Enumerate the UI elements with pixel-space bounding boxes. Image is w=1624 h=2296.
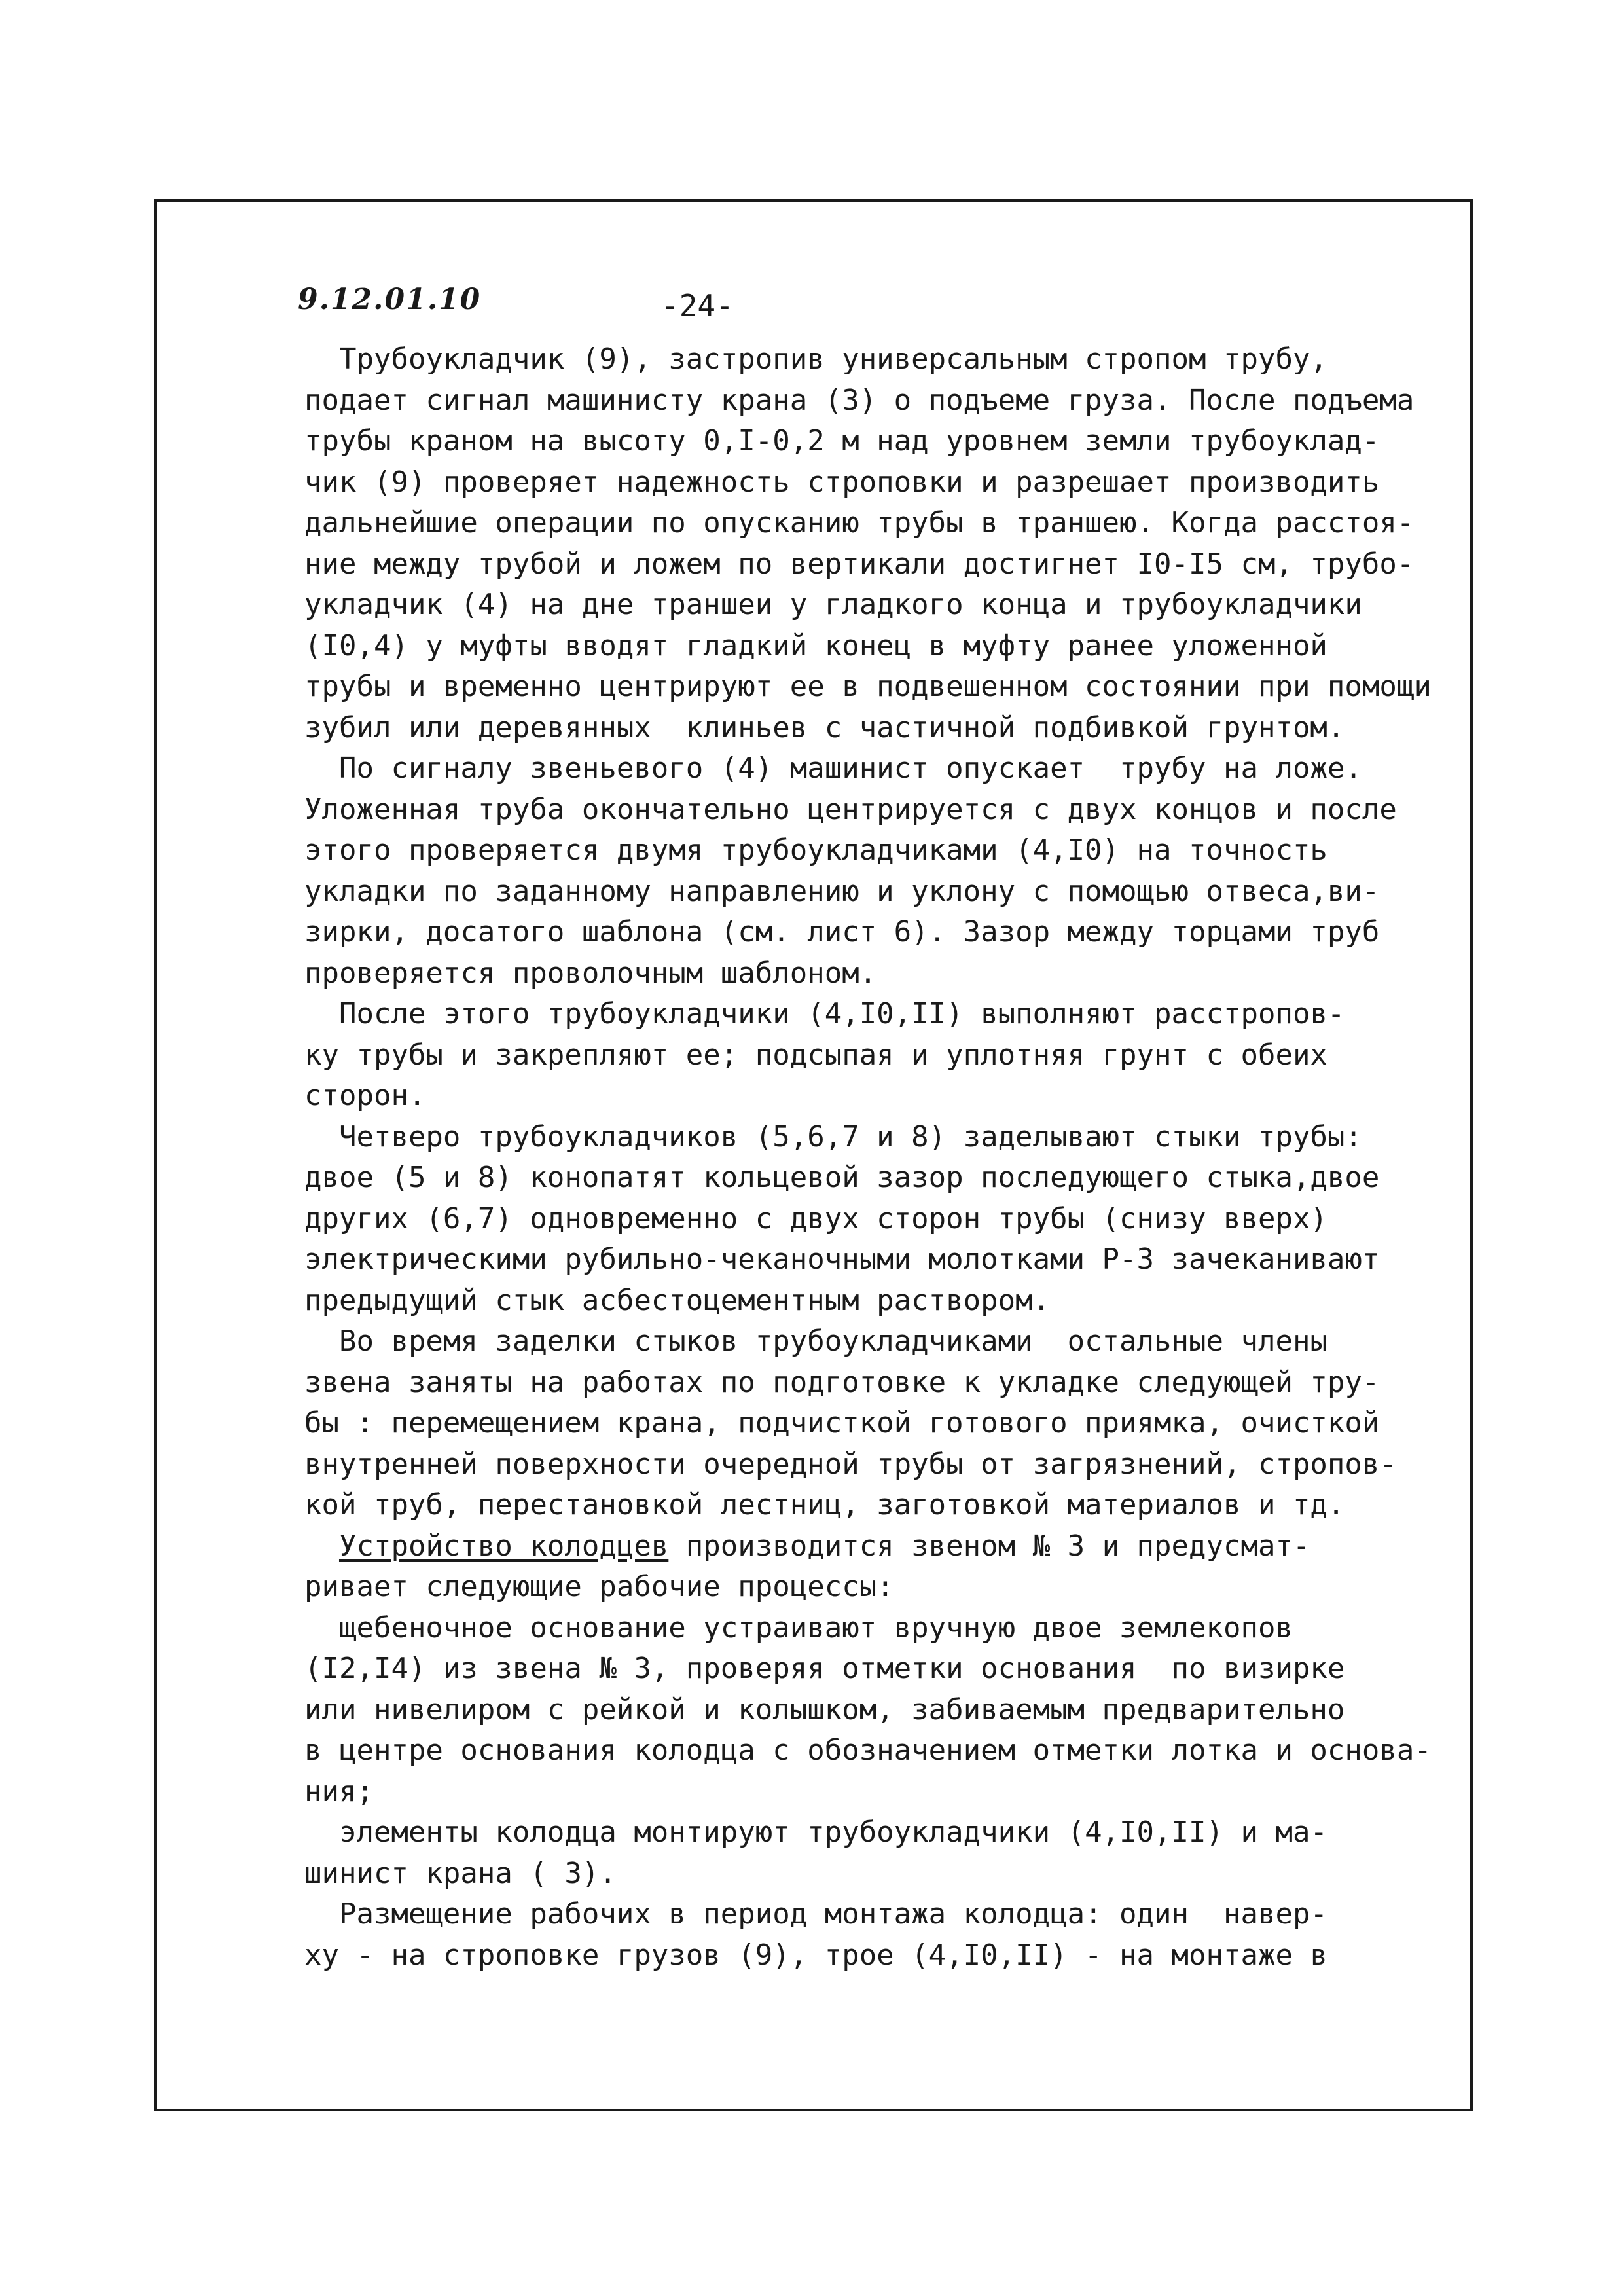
line-text: Трубоукладчик (9), застропив универсальным стропом трубу, <box>338 342 1327 376</box>
line-text: Четверо трубоукладчиков (5,6,7 и 8) заделывают стыки трубы: <box>338 1120 1362 1154</box>
line-text: двое (5 и 8) конопатят кольцевой зазор последующего стыка,двое <box>304 1161 1380 1194</box>
line-text: бы : перемещением крана, подчисткой готового приямка, очисткой <box>304 1406 1380 1440</box>
text-line <box>304 1608 1430 1649</box>
text-line <box>304 1076 1430 1117</box>
line-text: зубил или деревянных клиньев с частичной подбивкой грунтом. <box>304 710 1345 744</box>
line-text: Размещение рабочих в период монтажа колодца: один навер- <box>338 1897 1327 1931</box>
text-line <box>304 1730 1430 1772</box>
line-text: ку трубы и закрепляют ее; подсыпая и уплотняя грунт с обеих <box>304 1038 1327 1072</box>
line-text: зирки, досатого шаблона (см. лист 6). Зазор между торцами труб <box>304 915 1380 949</box>
text-line <box>304 1526 1430 1567</box>
line-text: укладки по заданному направлению и уклону с помощью отвеса,ви- <box>304 874 1380 908</box>
text-line <box>304 1567 1430 1608</box>
line-text: (I0,4) у муфты вводят гладкий конец в муфту ранее уложенной <box>304 629 1327 663</box>
line-text: или нивелиром с рейкой и колышком, забиваемым предварительно <box>304 1692 1345 1726</box>
line-text: подает сигнал машинисту крана (3) о подъеме груза. После подъема <box>304 383 1415 417</box>
text-line <box>304 585 1430 626</box>
text-line <box>304 912 1430 953</box>
text-line <box>304 1281 1430 1322</box>
line-text: кой труб, перестановкой лестниц, заготовкой материалов и тд. <box>304 1488 1345 1522</box>
line-text: внутренней поверхности очередной трубы от загрязнений, стропов- <box>304 1447 1397 1481</box>
underlined-heading: Устройство колодцев <box>338 1529 669 1563</box>
text-line <box>304 544 1430 585</box>
text-line <box>304 1239 1430 1281</box>
line-text: шинист крана ( 3). <box>304 1856 617 1890</box>
line-text: электрическими рубильно-чеканочными молотками Р-3 зачеканивают <box>304 1243 1380 1276</box>
text-line <box>304 830 1430 871</box>
line-text: ния; <box>304 1774 374 1808</box>
text-line <box>304 1444 1430 1485</box>
text-line <box>304 1321 1430 1362</box>
line-text: (I2,I4) из звена № 3, проверяя отметки основания по визирке <box>304 1652 1345 1685</box>
text-line <box>304 626 1430 667</box>
line-text: в центре основания колодца с обозначением отметки лотка и основа- <box>304 1734 1432 1767</box>
text-line <box>304 994 1430 1035</box>
line-text: звена заняты на работах по подготовке к укладке следующей тру- <box>304 1365 1380 1399</box>
text-line <box>304 1690 1430 1731</box>
line-text: производится звеном № 3 и предусмат- <box>668 1529 1310 1563</box>
line-text: чик (9) проверяет надежность строповки и разрешает производить <box>304 465 1380 499</box>
line-text: дальнейшие операции по опусканию трубы в траншею. Когда расстоя- <box>304 506 1415 539</box>
text-line <box>304 708 1430 749</box>
line-text: щебеночное основание устраивают вручную двое землекопов <box>338 1611 1293 1645</box>
text-line <box>304 1157 1430 1199</box>
text-line <box>304 1199 1430 1240</box>
text-line <box>304 503 1430 544</box>
text-line <box>304 1485 1430 1526</box>
text-line <box>304 421 1430 462</box>
text-line <box>304 1772 1430 1813</box>
text-line <box>304 1853 1430 1895</box>
line-text: предыдущий стык асбестоцементным раствором. <box>304 1283 1051 1317</box>
line-text: По сигналу звеньевого (4) машинист опускает трубу на ложе. <box>338 752 1362 785</box>
line-text: Уложенная труба окончательно центрируется с двух концов и после <box>304 792 1397 826</box>
text-line <box>304 1362 1430 1404</box>
text-line <box>304 380 1430 422</box>
line-text: элементы колодца монтируют трубоукладчики (4,I0,II) и ма- <box>338 1815 1327 1849</box>
page-number: -24- <box>661 288 734 323</box>
line-text: сторон. <box>304 1079 426 1112</box>
line-text: трубы краном на высоту 0,I-0,2 м над уровнем земли трубоуклад- <box>304 424 1380 458</box>
document-code: 9.12.01.10 <box>298 283 482 316</box>
body-text <box>304 339 1430 1976</box>
line-text: ривает следующие рабочие процессы: <box>304 1570 894 1603</box>
text-line <box>304 1935 1430 1977</box>
text-line <box>304 1649 1430 1690</box>
text-line <box>304 790 1430 831</box>
line-text: трубы и временно центрируют ее в подвешенном состоянии при помощи <box>304 670 1432 703</box>
line-text: ху - на строповке грузов (9), трое (4,I0,II) - на монтаже в <box>304 1938 1327 1972</box>
text-line <box>304 1812 1430 1853</box>
text-line <box>304 748 1430 790</box>
text-line <box>304 871 1430 913</box>
text-line <box>304 462 1430 503</box>
line-text: Во время заделки стыков трубоукладчиками остальные члены <box>338 1324 1327 1358</box>
line-text: проверяется проволочным шаблоном. <box>304 956 877 990</box>
text-line <box>304 1117 1430 1158</box>
line-text: ние между трубой и ложем по вертикали достигнет I0-I5 см, трубо- <box>304 547 1415 581</box>
line-text: укладчик (4) на дне траншеи у гладкого конца и трубоукладчики <box>304 588 1362 621</box>
text-line <box>304 1894 1430 1935</box>
line-text: После этого трубоукладчики (4,I0,II) выполняют расстропов- <box>338 997 1345 1030</box>
line-text: других (6,7) одновременно с двух сторон трубы (снизу вверх) <box>304 1201 1327 1235</box>
text-line <box>304 339 1430 380</box>
text-line <box>304 1403 1430 1444</box>
text-line <box>304 1035 1430 1076</box>
line-text: этого проверяется двумя трубоукладчиками (4,I0) на точность <box>304 833 1327 867</box>
text-line <box>304 953 1430 994</box>
text-line <box>304 666 1430 708</box>
